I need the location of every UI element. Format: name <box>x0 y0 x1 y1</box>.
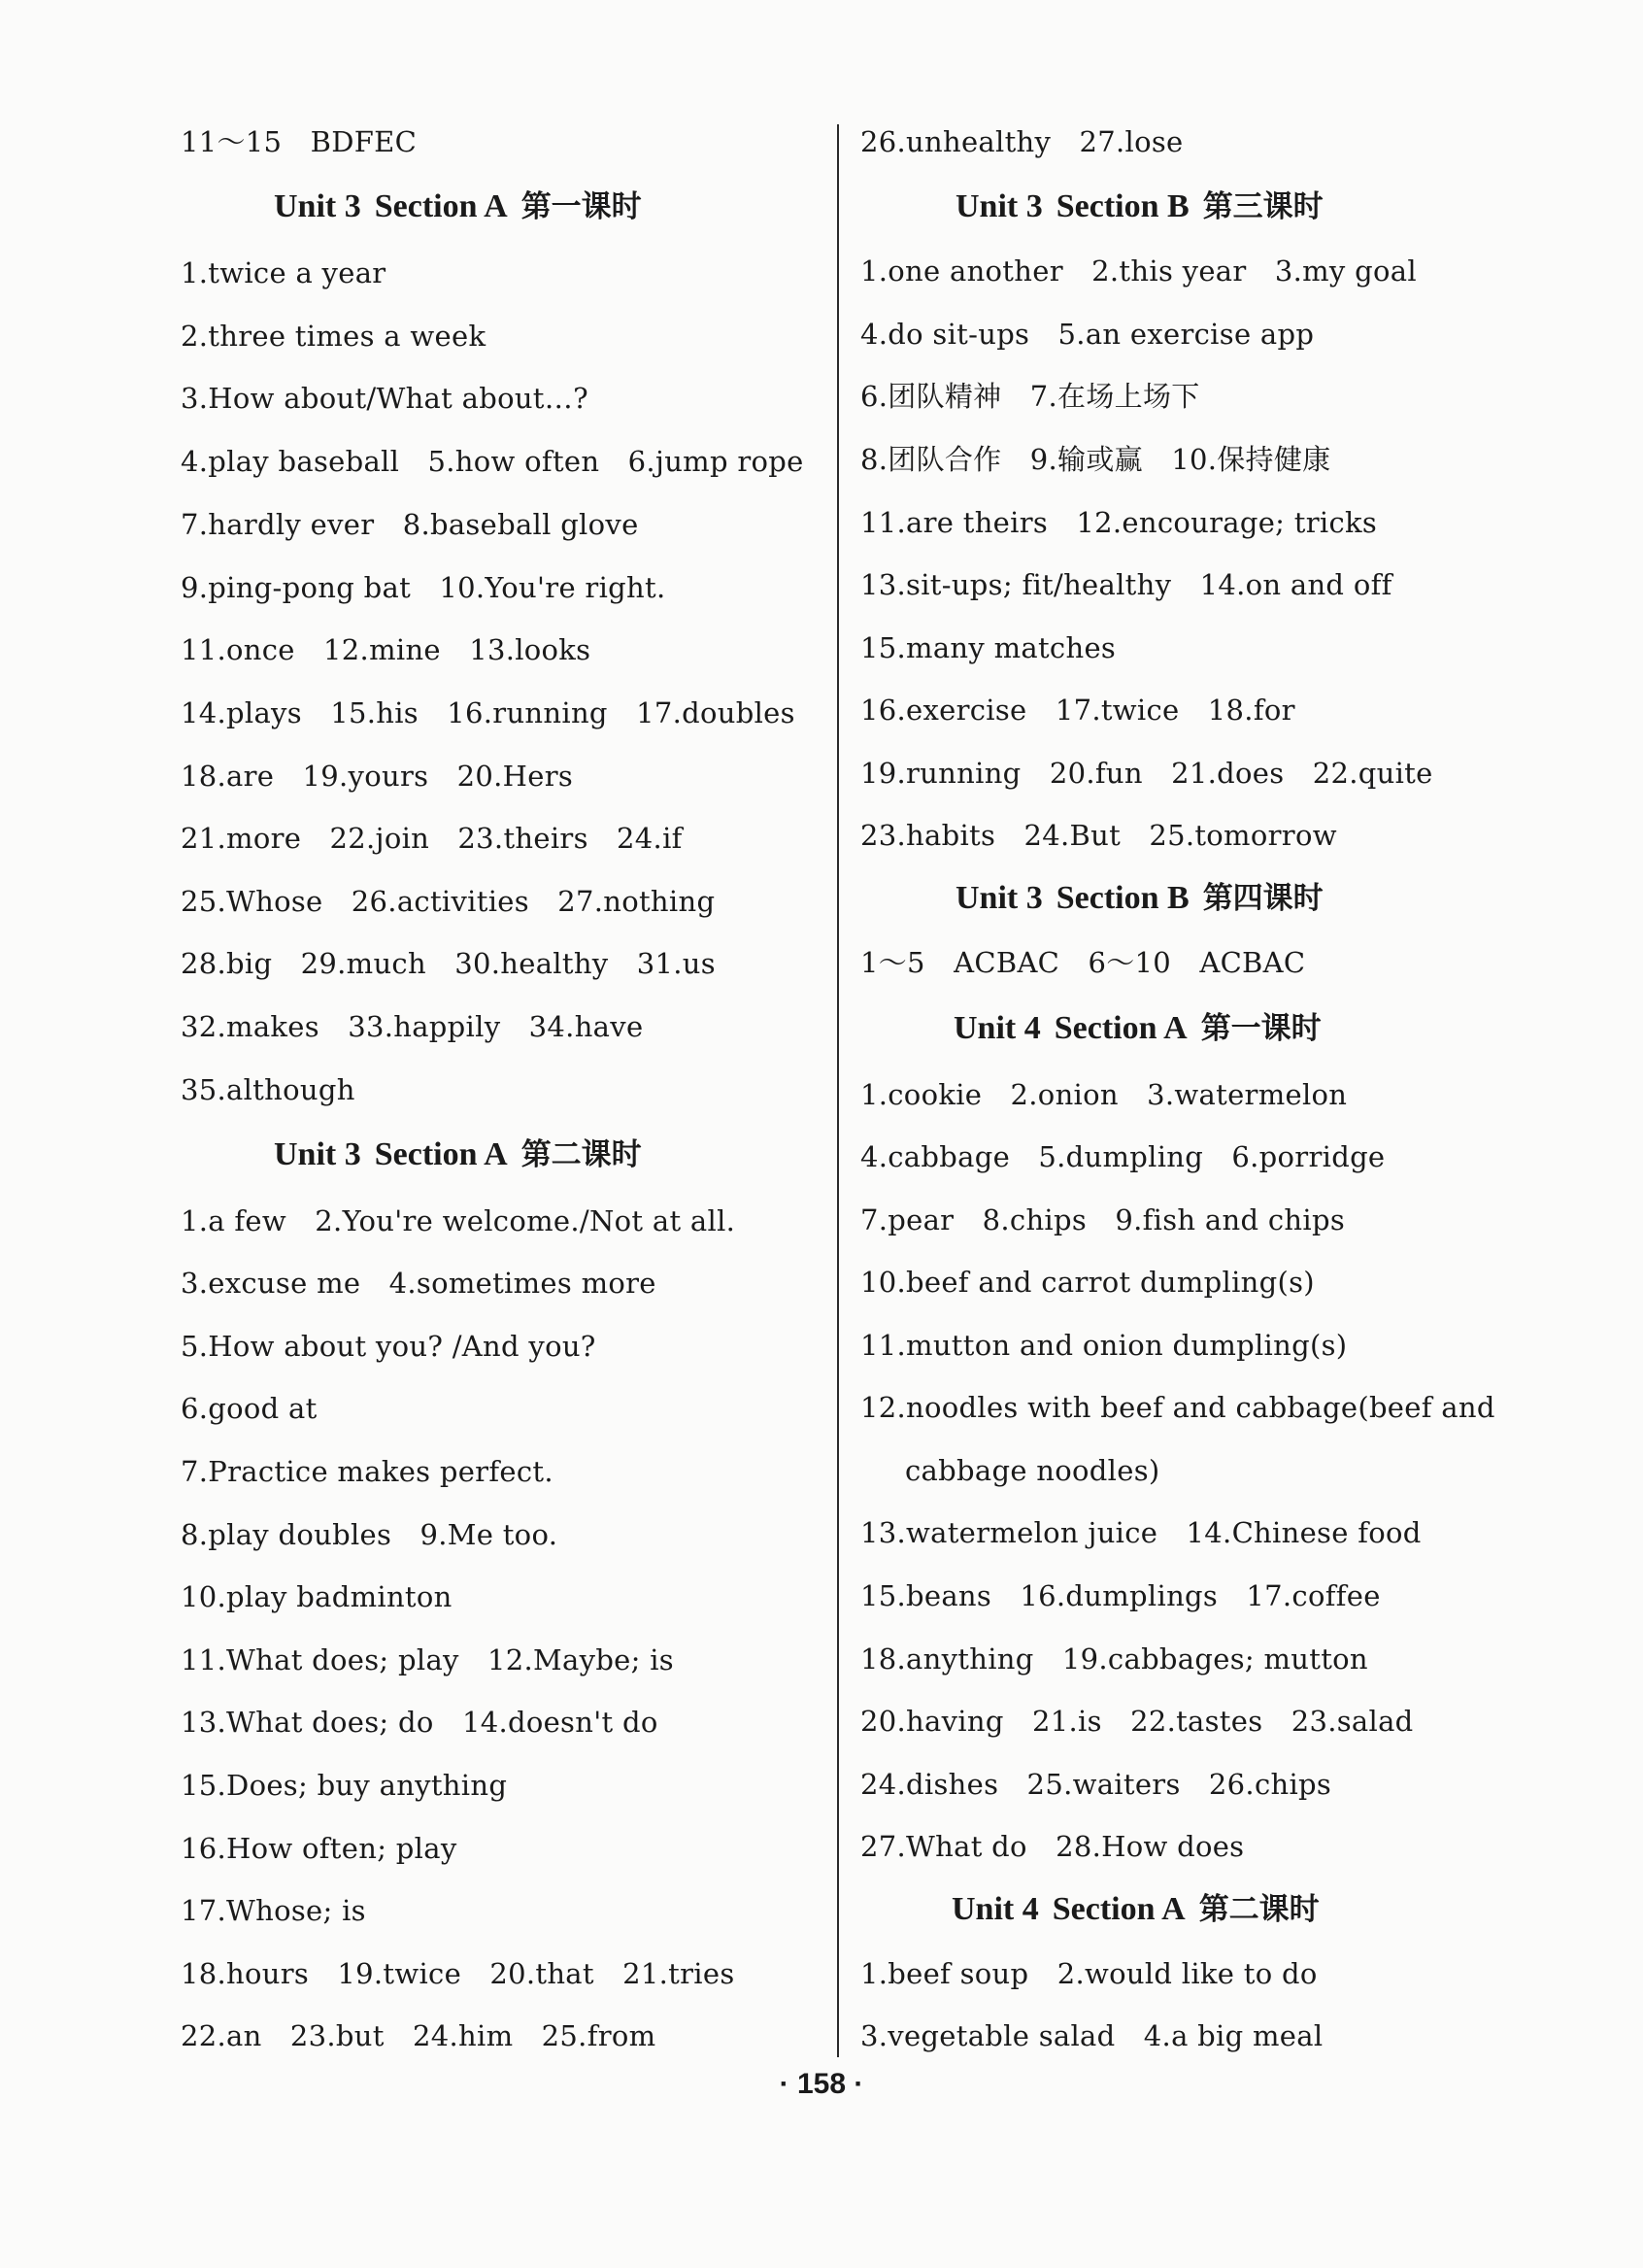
answer-line: 11.mutton and onion dumpling(s) <box>860 1329 1348 1362</box>
section-heading: Unit 3 Section A 第二课时 <box>274 1136 642 1172</box>
answer-line: 1.beef soup 2.would like to do <box>860 1957 1318 1990</box>
answer-line: 3.vegetable salad 4.a big meal <box>860 2019 1324 2052</box>
answer-line: 1～5 ACBAC 6～10 ACBAC <box>860 946 1306 979</box>
page-number: · 158 · <box>779 2068 864 2100</box>
answer-line: 4.play baseball 5.how often 6.jump rope <box>181 445 804 478</box>
answer-line: 18.are 19.yours 20.Hers <box>181 760 574 793</box>
answer-line: 3.How about/What about…? <box>181 382 588 415</box>
answer-line: 13.sit-ups; fit/healthy 14.on and off <box>860 568 1392 601</box>
answer-line: 19.running 20.fun 21.does 22.quite <box>860 757 1433 790</box>
section-heading: Unit 3 Section A 第一课时 <box>274 188 642 224</box>
answer-line: 15.Does; buy anything <box>181 1769 508 1802</box>
answer-line: 28.big 29.much 30.healthy 31.us <box>181 947 716 980</box>
answer-line: 16.exercise 17.twice 18.for <box>860 694 1295 727</box>
answer-line: 11.once 12.mine 13.looks <box>181 633 591 666</box>
answer-line: 1.twice a year <box>181 256 386 289</box>
answer-line: 9.ping-pong bat 10.You're right. <box>181 571 666 604</box>
answer-line: 6.团队精神 7.在场上场下 <box>860 380 1200 413</box>
answer-line: 7.pear 8.chips 9.fish and chips <box>860 1203 1346 1236</box>
answer-line: 27.What do 28.How does <box>860 1830 1245 1863</box>
answer-line: 12.noodles with beef and cabbage(beef and <box>860 1391 1495 1424</box>
answer-line: 6.good at <box>181 1392 318 1425</box>
answer-line: 18.hours 19.twice 20.that 21.tries <box>181 1957 735 1990</box>
answer-line: 7.Practice makes perfect. <box>181 1455 553 1488</box>
answer-line: 22.an 23.but 24.him 25.from <box>181 2019 656 2052</box>
answer-line: 10.play badminton <box>181 1580 453 1613</box>
answer-line: 16.How often; play <box>181 1832 457 1865</box>
answer-line: 26.unhealthy 27.lose <box>860 125 1184 158</box>
answer-line: 20.having 21.is 22.tastes 23.salad <box>860 1705 1414 1738</box>
answer-line: 24.dishes 25.waiters 26.chips <box>860 1768 1332 1801</box>
answer-line: 8.play doubles 9.Me too. <box>181 1518 558 1551</box>
answer-line: 1.cookie 2.onion 3.watermelon <box>860 1078 1348 1111</box>
section-heading: Unit 3 Section B 第四课时 <box>956 880 1324 916</box>
section-heading: Unit 4 Section A 第一课时 <box>954 1010 1322 1046</box>
answer-line: 18.anything 19.cabbages; mutton <box>860 1642 1368 1676</box>
answer-line: 14.plays 15.his 16.running 17.doubles <box>181 696 795 729</box>
section-heading: Unit 4 Section A 第二课时 <box>952 1891 1320 1927</box>
answer-line: 4.do sit-ups 5.an exercise app <box>860 318 1315 351</box>
column-divider <box>837 124 839 2057</box>
section-heading: Unit 3 Section B 第三课时 <box>956 188 1324 224</box>
answer-line: 1.a few 2.You're welcome./Not at all. <box>181 1204 736 1237</box>
answer-line: 13.What does; do 14.doesn't do <box>181 1706 658 1739</box>
answer-line: 3.excuse me 4.sometimes more <box>181 1267 656 1300</box>
answer-line: 15.beans 16.dumplings 17.coffee <box>860 1579 1381 1612</box>
answer-line: 32.makes 33.happily 34.have <box>181 1010 644 1043</box>
answer-line: 11～15 BDFEC <box>181 125 418 158</box>
answer-line: 4.cabbage 5.dumpling 6.porridge <box>860 1140 1386 1173</box>
answer-line: 23.habits 24.But 25.tomorrow <box>860 819 1337 852</box>
answer-line: 8.团队合作 9.输或赢 10.保持健康 <box>860 443 1331 476</box>
answer-line: 15.many matches <box>860 631 1117 664</box>
answer-line: cabbage noodles) <box>905 1454 1160 1487</box>
answer-line: 25.Whose 26.activities 27.nothing <box>181 885 716 918</box>
answer-line: 2.three times a week <box>181 320 486 353</box>
answer-line: 11.are theirs 12.encourage; tricks <box>860 506 1378 539</box>
answer-line: 13.watermelon juice 14.Chinese food <box>860 1516 1422 1549</box>
answer-line: 17.Whose; is <box>181 1894 366 1927</box>
answer-line: 1.one another 2.this year 3.my goal <box>860 254 1417 288</box>
answer-line: 35.although <box>181 1073 355 1106</box>
answer-line: 10.beef and carrot dumpling(s) <box>860 1266 1315 1299</box>
answer-line: 11.What does; play 12.Maybe; is <box>181 1643 674 1676</box>
answer-line: 7.hardly ever 8.baseball glove <box>181 508 639 541</box>
answer-line: 5.How about you? /And you? <box>181 1330 596 1363</box>
answer-line: 21.more 22.join 23.theirs 24.if <box>181 822 683 855</box>
